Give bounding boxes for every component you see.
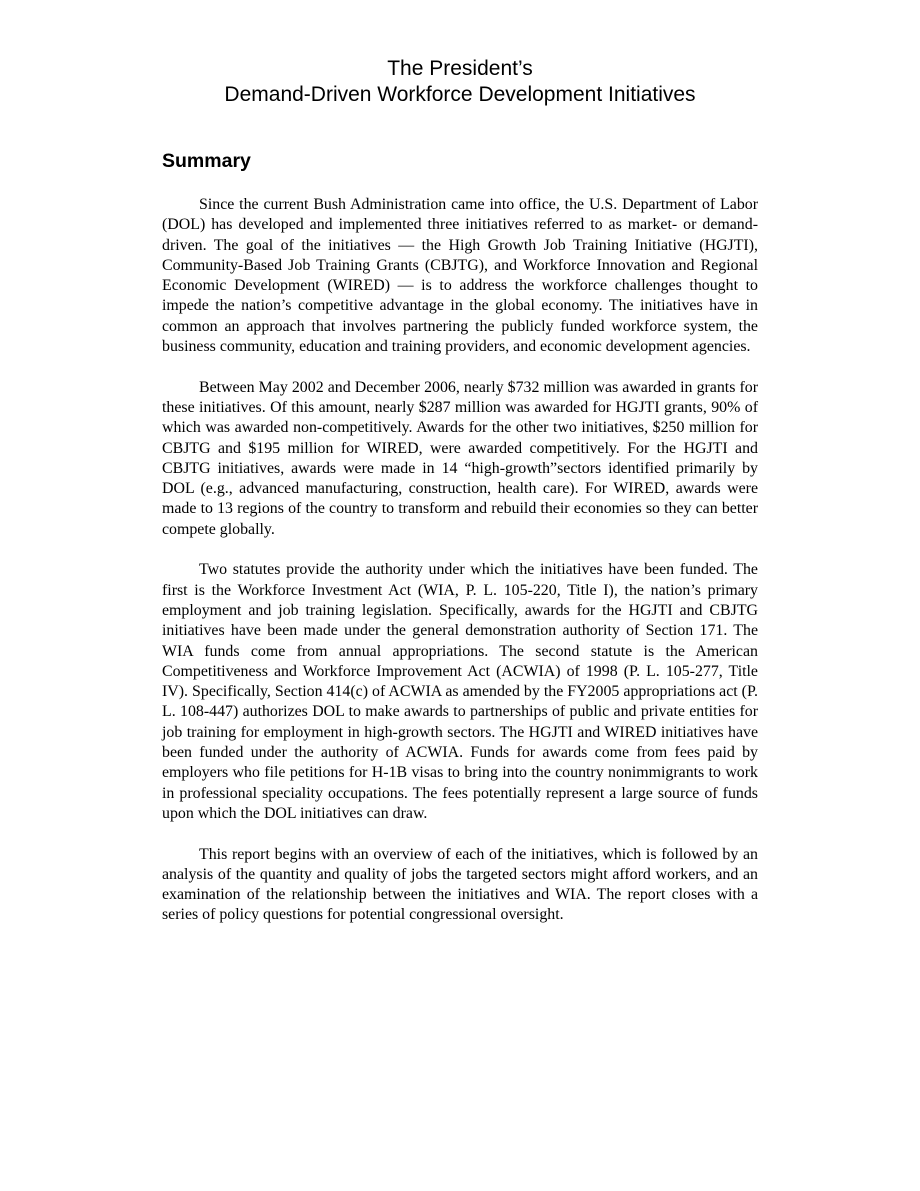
- title-line-2: Demand-Driven Workforce Development Initiatives: [224, 83, 696, 106]
- paragraph-4: This report begins with an overview of each of the initiatives, which is followed by an analysis of the quantity and quality of jobs the targeted sectors might afford workers, and an examination of the relationship between the initiatives and WIA. The report closes with a series of policy questions for potential congressional oversight.: [162, 845, 758, 924]
- summary-body: [162, 195, 758, 926]
- document-page: [162, 56, 758, 946]
- section-heading-summary: Summary: [162, 150, 251, 172]
- paragraph-1: Since the current Bush Administration came into office, the U.S. Department of Labor (DOL) has developed and implemented three initiatives referred to as market- or demand-driven. The goal of the initiatives — the High Growth Job Training Initiative (HGJTI), Community-Based Job Training Grants (CBJTG), and Workforce Innovation and Regional Economic Development (WIRED) — is to address the workforce challenges thought to impede the nation’s competitive advantage in the global economy. The initiatives have in common an approach that involves partnering the publicly funded workforce system, the business community, education and training providers, and economic development agencies.: [162, 196, 758, 356]
- document-title: [162, 56, 758, 108]
- paragraph-2: Between May 2002 and December 2006, nearly $732 million was awarded in grants for these initiatives. Of this amount, nearly $287 million was awarded for HGJTI grants, 90% of which was awarded non-competitively. Awards for the other two initiatives, $250 million for CBJTG and $195 million for WIRED, were awarded competitively. For the HGJTI and CBJTG initiatives, awards were made in 14 “high-growth”sectors identified primarily by DOL (e.g., advanced manufacturing, construction, health care). For WIRED, awards were made to 13 regions of the country to transform and rebuild their economies so they can better compete globally.: [162, 378, 758, 538]
- title-line-1: The President’s: [387, 57, 533, 80]
- paragraph-3: Two statutes provide the authority under which the initiatives have been funded. The first is the Workforce Investment Act (WIA, P. L. 105-220, Title I), the nation’s primary employment and job training legislation. Specifically, awards for the HGJTI and CBJTG initiatives have been made under the general demonstration authority of Section 171. The WIA funds come from annual appropriations. The second statute is the American Competitiveness and Workforce Improvement Act (ACWIA) of 1998 (P. L. 105-277, Title IV). Specifically, Section 414(c) of ACWIA as amended by the FY2005 appropriations act (P. L. 108-447) authorizes DOL to make awards to partnerships of public and private entities for job training for employment in high-growth sectors. The HGJTI and WIRED initiatives have been funded under the authority of ACWIA. Funds for awards come from fees paid by employers who file petitions for H-1B visas to bring into the country nonimmigrants to work in professional speciality occupations. The fees potentially represent a large source of funds upon which the DOL initiatives can draw.: [162, 561, 758, 822]
